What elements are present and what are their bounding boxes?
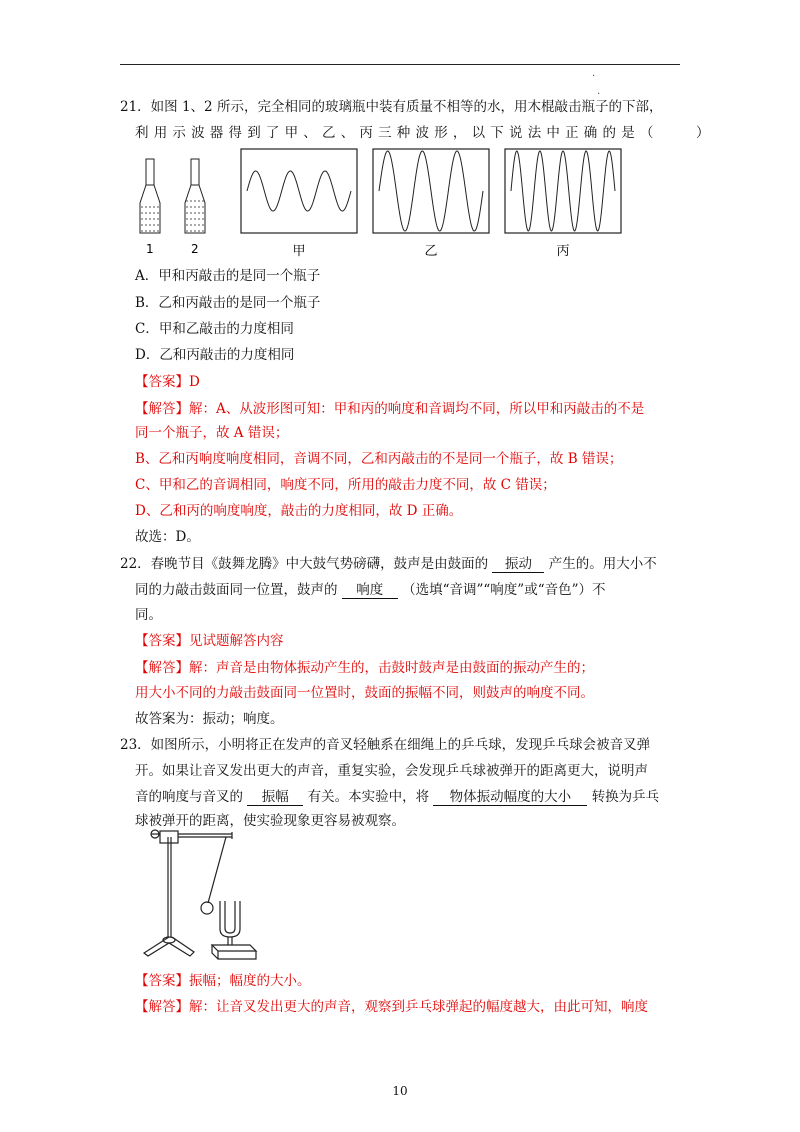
- q22-stem-line2: [135, 581, 606, 599]
- bottle-2-icon: [185, 159, 205, 233]
- wave-c-curve: [511, 151, 615, 231]
- q21-answer: 【答案】D: [135, 374, 200, 390]
- q21-solution-line: B、乙和丙响度响度相同，音调不同，乙和丙敲击的不是同一个瓶子，故 B 错误；: [135, 451, 623, 467]
- header-rule: [120, 64, 680, 65]
- q23-blank-2: 物体振动幅度的大小: [433, 789, 587, 806]
- q23-stem-line3: [135, 788, 659, 806]
- q21-option: D．乙和丙敲击的力度相同: [135, 347, 295, 363]
- page-number: 10: [392, 1084, 408, 1098]
- wave-b-curve: [379, 151, 483, 231]
- bottle-2-label: 2: [191, 242, 199, 256]
- q22-text: （选填“音调”“响度”或“音色”）不: [402, 582, 606, 598]
- q23-text: 转换为乒乓: [591, 789, 660, 805]
- q22-blank-2: 响度: [342, 582, 398, 599]
- q21-solution-line: C、甲和乙的音调相同，响度不同，所用的敲击力度不同，故 C 错误；: [135, 477, 556, 493]
- q23-stem-line4: 球被弹开的距离，使实验现象更容易被观察。: [135, 813, 405, 829]
- q21-figure: [130, 145, 630, 270]
- header-mark: .: [592, 68, 596, 79]
- tuning-fork-apparatus-figure: [138, 825, 273, 965]
- wave-c-label: 丙: [556, 244, 570, 259]
- q22-text: 同的力敲击鼓面同一位置，鼓声的: [135, 582, 338, 598]
- q23-text: 有关。本实验中，将: [307, 789, 430, 805]
- q23-solution-line: 【解答】解：让音叉发出更大的声音，观察到乒乓球弹起的幅度越大，由此可知，响度: [135, 999, 648, 1015]
- q21-solution-line: 【解答】解：A、从波形图可知：甲和丙的响度和音调均不同，所以甲和丙敲击的不是: [135, 401, 645, 417]
- q22-text: 产生的。用大小不: [548, 556, 657, 572]
- header-mark: .: [597, 86, 601, 97]
- bottle-1-icon: [140, 159, 160, 233]
- q22-answer: 【答案】见试题解答内容: [135, 633, 284, 649]
- q21-option: B．乙和丙敲击的是同一个瓶子: [135, 295, 321, 311]
- q21-option: A．甲和丙敲击的是同一个瓶子: [135, 268, 321, 284]
- q22-stem-line1: [120, 555, 657, 573]
- q23-blank-1: 振幅: [247, 789, 303, 806]
- q21-conclusion: 故选：D。: [135, 529, 200, 545]
- q22-stem-line3: 同。: [135, 607, 162, 623]
- q22-solution-line: 【解答】解：声音是由物体振动产生的，击鼓时鼓声是由鼓面的振动产生的；: [135, 660, 594, 676]
- q22-text: 22．春晚节目《鼓舞龙腾》中大鼓气势磅礴，鼓声是由鼓面的: [120, 556, 489, 572]
- q23-answer: 【答案】振幅；幅度的大小。: [135, 973, 311, 989]
- q23-stem-line1: 23．如图所示，小明将正在发声的音叉轻触系在细绳上的乒乓球，发现乒乓球会被音叉弹: [120, 737, 651, 753]
- q21-solution-line: D、乙和丙的响度响度，敲击的力度相同，故 D 正确。: [135, 503, 463, 519]
- q21-option: C．甲和乙敲击的力度相同: [135, 321, 294, 337]
- wave-a-label: 甲: [292, 244, 306, 259]
- q22-blank-1: 振动: [492, 556, 544, 573]
- q21-stem-line1: 21．如图 1、2 所示，完全相同的玻璃瓶中装有质量不相等的水，用木棍敲击瓶子的下部，: [120, 99, 663, 115]
- q22-conclusion: 故答案为：振动；响度。: [135, 711, 284, 727]
- q23-text: 音的响度与音叉的: [135, 789, 243, 805]
- wave-b-label: 乙: [424, 244, 438, 259]
- bottle-1-label: 1: [146, 242, 154, 256]
- wave-a-curve: [247, 171, 351, 211]
- q21-solution-line: 同一个瓶子，故 A 错误；: [135, 425, 289, 441]
- q22-solution-line: 用大小不同的力敲击鼓面同一位置时，鼓面的振幅不同，则鼓声的响度不同。: [135, 685, 594, 701]
- q23-stem-line2: 开。如果让音叉发出更大的声音，重复实验，会发现乒乓球被弹开的距离更大，说明声: [135, 763, 648, 779]
- q21-stem-line2: 利用示波器得到了甲、乙、丙三种波形，以下说法中正确的是（ ）: [135, 125, 715, 141]
